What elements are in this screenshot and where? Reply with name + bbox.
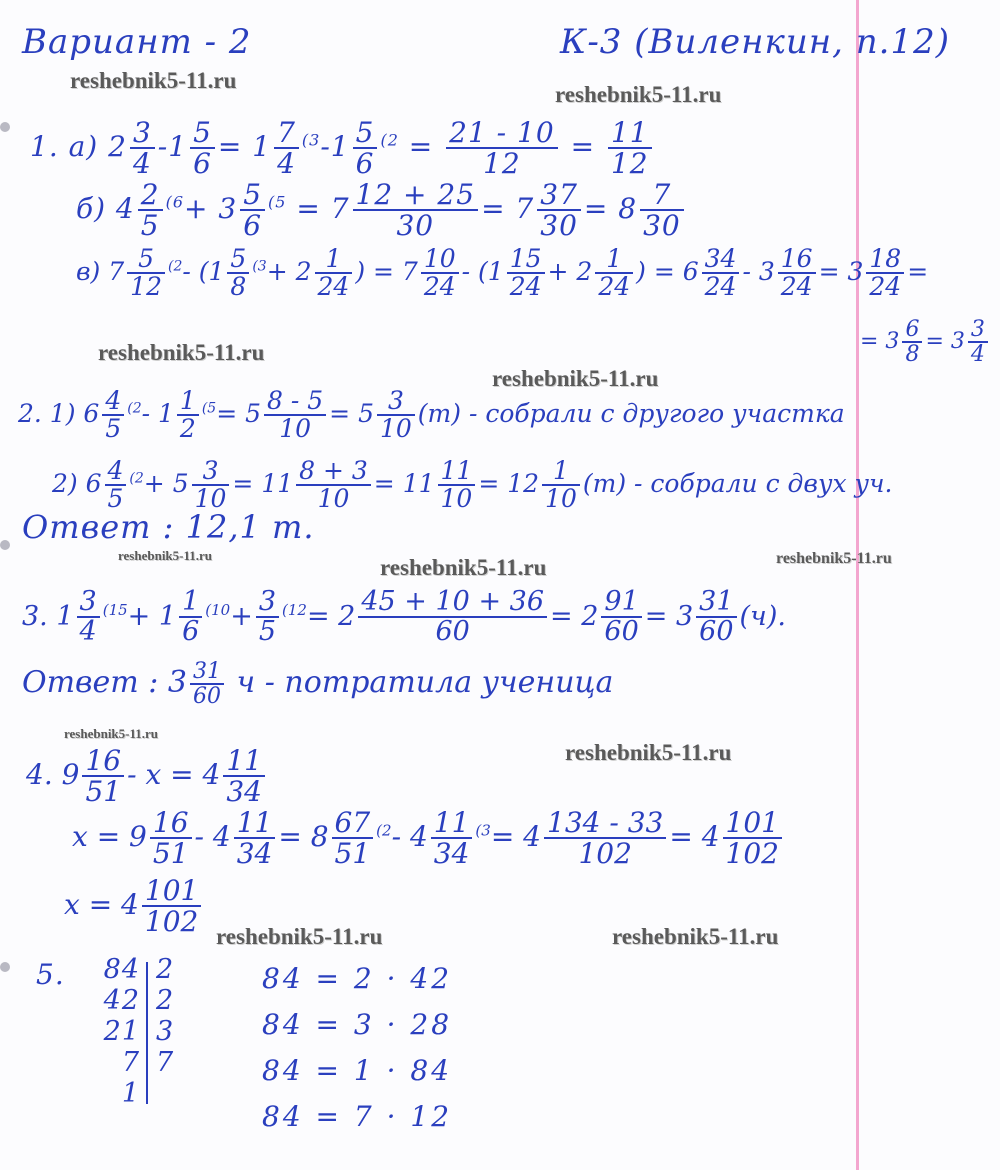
product-line: 84 = 2 · 42 [262, 962, 453, 995]
product-line: 84 = 3 · 28 [262, 1008, 453, 1041]
task4-equation: 4. 9 $\frac{16}{51}$ - x = 4 $\frac{11}{34}$ [26, 746, 268, 807]
task1-a: 1. а) 2 $\frac{3}{4}$ -1 $\frac{5}{6}$ = 1 $\frac{7}{4}$ $^{(3}$-1 $\frac{5}{6}$ $^{(2}$ = $\frac{21 - 10}{12}$ = $\frac{11}{12}$ [30, 118, 655, 179]
punch-hole [0, 122, 10, 132]
task1-b: б) 4 $\frac{2}{5}$ $^{(6}$+ 3 $\frac{5}{6}$ $^{(5}$ = 7 $\frac{12 + 25}{30}$ = 7 $\frac{37}{30}$ = 8 $\frac{7}{30}$ [76, 180, 687, 241]
watermark: reshebnik5-11.ru [98, 340, 265, 365]
dividend: 84 [103, 954, 140, 985]
dividend: 7 [121, 1047, 140, 1078]
watermark: reshebnik5-11.ru [492, 366, 659, 391]
task1-c-continuation: = 3 $\frac{6}{8}$ = 3 $\frac{3}{4}$ [860, 318, 991, 366]
product-line: 84 = 1 · 84 [262, 1054, 453, 1087]
divisor: 2 [156, 985, 175, 1016]
watermark: reshebnik5-11.ru [612, 924, 779, 949]
watermark: reshebnik5-11.ru [555, 82, 722, 107]
watermark: reshebnik5-11.ru [216, 924, 383, 949]
watermark: reshebnik5-11.ru [118, 548, 213, 563]
dividend: 21 [103, 1016, 140, 1047]
divisor: 7 [156, 1047, 175, 1078]
divisor: 2 [156, 954, 175, 985]
task2-step2: 2) 6 $\frac{4}{5}$ $^{(2}$+ 5 $\frac{3}{10}$ = 11 $\frac{8 + 3}{10}$ = 11 $\frac{11}{10}$ = 12 $\frac{1}{10}$ (т) - собрали с двух уч. [52, 456, 893, 514]
task5-dividends [92, 954, 140, 1109]
watermark: reshebnik5-11.ru [565, 740, 732, 765]
header-variant: Вариант - 2 [22, 22, 252, 62]
task2-step1: 2. 1) 6 $\frac{4}{5}$ $^{(2}$- 1 $\frac{1}{2}$ $^{(5}$= 5 $\frac{8 - 5}{10}$ = 5 $\frac{3}{10}$ (т) - собрали с другого участка [18, 386, 845, 444]
task5-divisors [156, 954, 174, 1078]
task1-c: в) 7 $\frac{5}{12}$ $^{(2}$- (1 $\frac{5}{8}$ $^{(3}$+ 2 $\frac{1}{24}$ ) = 7 $\frac{10}{24}$ - (1 $\frac{15}{24}$ + 2 $\frac{1}{24}$ ) = 6 $\frac{34}{24}$ - 3 $\frac{16}{24}$ = 3 $\frac{18}{24}$ = [76, 244, 929, 302]
factor-divider [146, 962, 148, 1104]
task4-solution: x = 9 $\frac{16}{51}$ - 4 $\frac{11}{34}$ = 8 $\frac{67}{51}$ $^{(2}$- 4 $\frac{11}{34}$ $^{(3}$= 4 $\frac{134 - 33}{102}$ = 4 $\frac{101}{102}$ [72, 808, 785, 869]
margin-line [856, 0, 859, 1170]
punch-hole [0, 962, 10, 972]
dividend: 42 [103, 985, 140, 1016]
divisor: 3 [156, 1016, 175, 1047]
dividend: 1 [121, 1078, 140, 1109]
product-line: 84 = 7 · 12 [262, 1100, 453, 1133]
task5-products [262, 956, 452, 1140]
task5-label: 5. [36, 958, 65, 991]
watermark: reshebnik5-11.ru [64, 726, 159, 741]
header-test-title: К-3 (Виленкин, п.12) [560, 22, 950, 62]
punch-hole [0, 540, 10, 550]
watermark: reshebnik5-11.ru [70, 68, 237, 93]
watermark: reshebnik5-11.ru [776, 550, 892, 567]
task3-answer: Ответ : 3 $\frac{31}{60}$ ч - потратила ученица [22, 659, 614, 710]
task3-solution: 3. 1 $\frac{3}{4}$ $^{(15}$+ 1 $\frac{1}{6}$ $^{(10}$+ $\frac{3}{5}$ $^{(12}$= 2 $\frac{45 + 10 + 36}{60}$ = 2 $\frac{91}{60}$ = 3 $\frac{31}{60}$ (ч). [22, 586, 786, 648]
task4-result: x = 4 $\frac{101}{102}$ [64, 876, 204, 937]
watermark: reshebnik5-11.ru [380, 555, 547, 580]
task2-answer: Ответ : 12,1 т. [22, 508, 315, 546]
